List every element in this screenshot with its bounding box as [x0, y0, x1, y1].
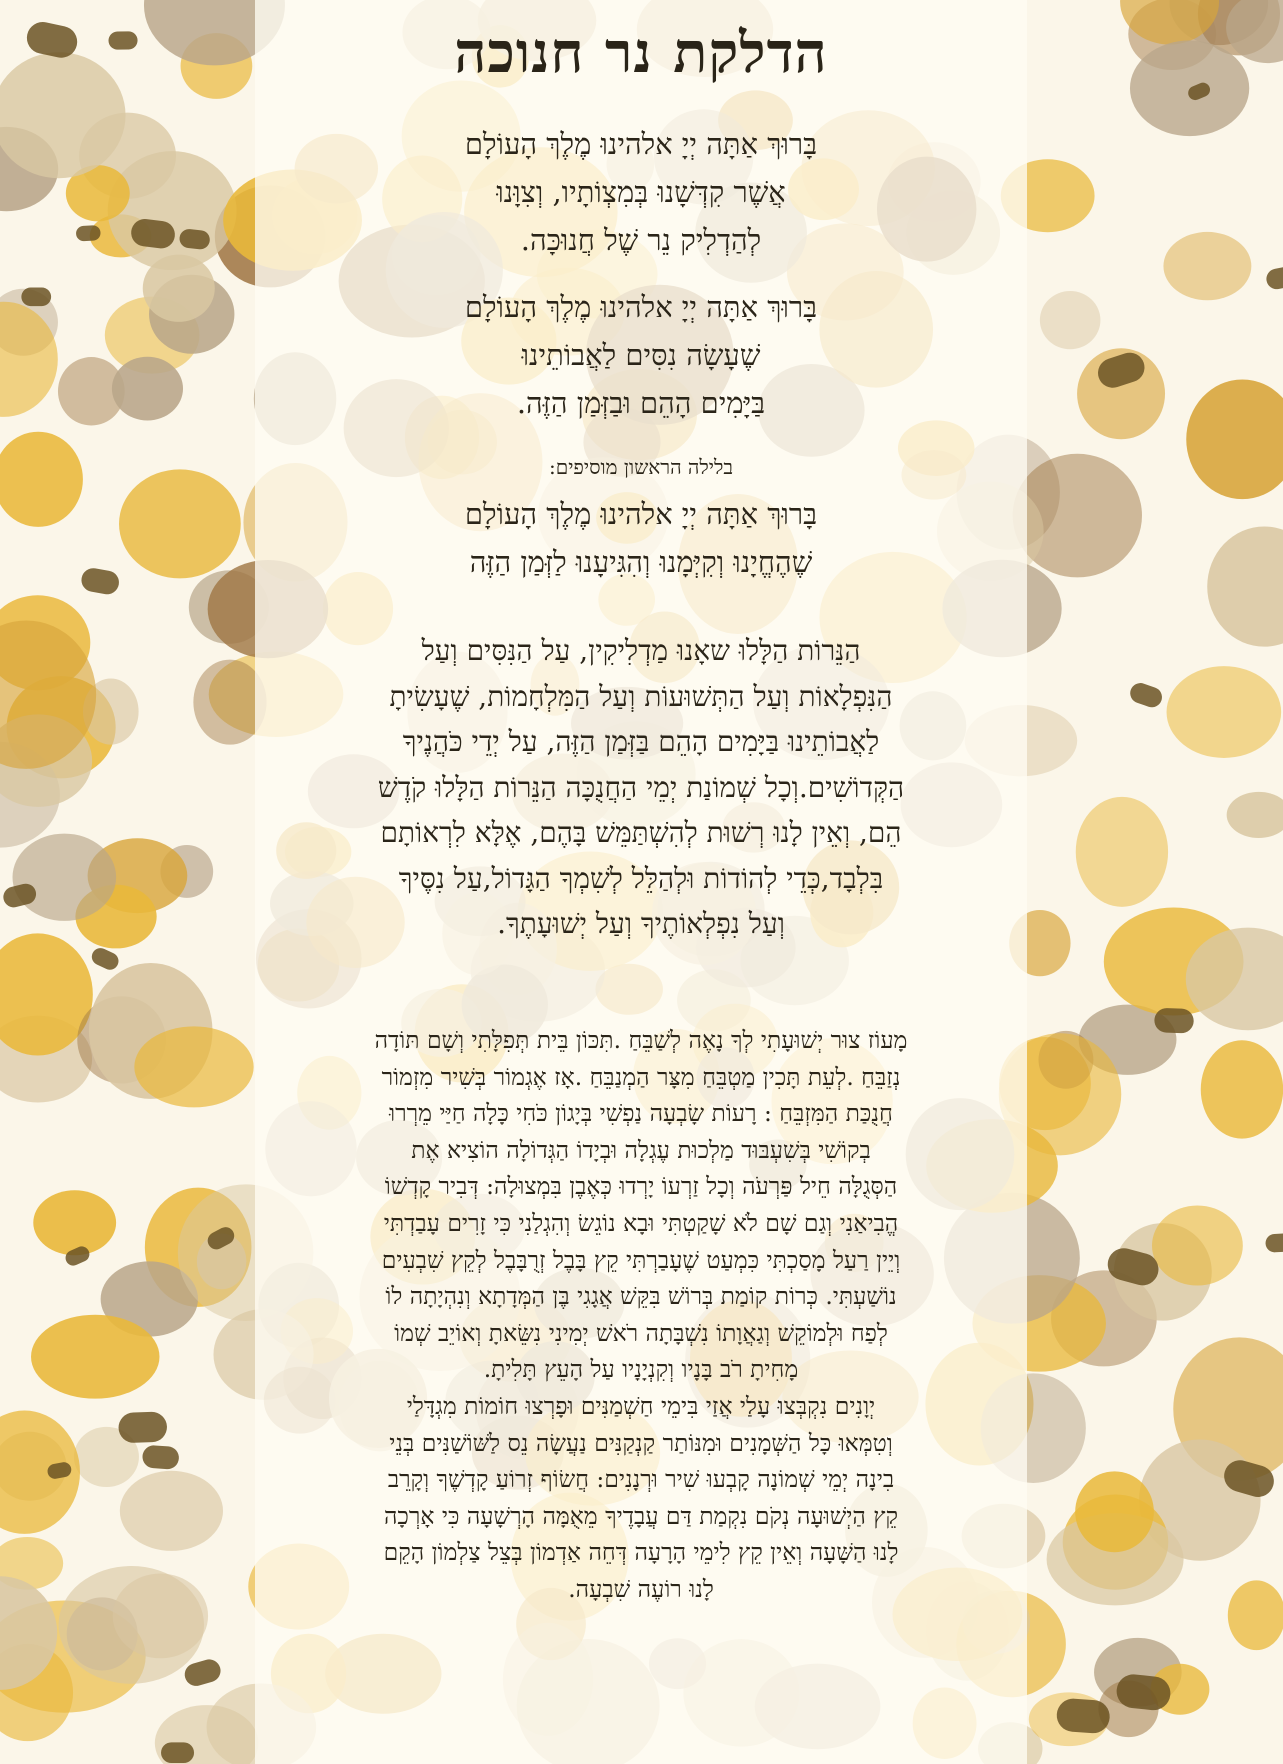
watercolor-blob	[13, 834, 117, 921]
blessing-line: בָּרוּךְ אַתָּה יְיָ אלהינוּ מֶלֶךְ הָעוֹלָם	[464, 290, 818, 324]
watercolor-blob	[1228, 1580, 1283, 1650]
blessing-line: בַּיָּמִים הָהֵם וּבַזְּמַן הַזֶּה.	[516, 386, 766, 420]
watercolor-blob	[119, 469, 241, 578]
blessing-line: שֶׁהֶחֱיָנוּ וְקִיְּמָנוּ וְהִגִּיעָנוּ לַזְּמַן הַזֶּה	[469, 545, 813, 579]
gold-foil-fleck	[1265, 265, 1283, 291]
gold-foil-fleck	[1154, 1008, 1194, 1034]
document-body	[255, 0, 1027, 1764]
gold-foil-fleck	[1127, 680, 1164, 710]
watercolor-blob	[1152, 1205, 1243, 1285]
watercolor-blob	[1040, 291, 1101, 349]
gold-foil-fleck	[1265, 1233, 1283, 1253]
watercolor-blob	[1076, 797, 1168, 907]
watercolor-blob	[108, 151, 237, 270]
shehecheyanu-blessing	[285, 490, 997, 586]
gold-foil-fleck	[80, 566, 121, 596]
candle-lighting-blessing	[285, 120, 997, 264]
watercolor-blob	[1186, 380, 1283, 500]
watercolor-blob	[1167, 666, 1282, 758]
gold-foil-fleck	[21, 288, 51, 307]
blessing-line: שֶׁעָשָׂה נִסִּים לַאֲבוֹתֵינוּ	[521, 338, 761, 372]
page-title: הדלקת נר חנוכה	[454, 20, 828, 86]
watercolor-blob	[1207, 526, 1283, 646]
gold-foil-fleck	[89, 945, 121, 972]
watercolor-blob	[0, 432, 83, 527]
watercolor-blob	[120, 1471, 223, 1551]
gold-foil-fleck	[142, 1445, 180, 1470]
watercolor-blob	[1130, 40, 1249, 136]
blessing-line: אֲשֶׁר קִדְּשָׁנוּ בְּמִצְוֹתָיו, וְצִוָּנוּ	[496, 175, 786, 209]
watercolor-blob	[1163, 232, 1251, 300]
watercolor-blob	[31, 1315, 159, 1399]
watercolor-blob	[143, 255, 215, 322]
first-night-note: בלילה הראשון מוסיפים:	[548, 455, 734, 479]
blessing-line: בָּרוּךְ אַתָּה יְיָ אלהינוּ מֶלֶךְ הָעוֹלָם	[464, 497, 818, 531]
hanerot-halalu-paragraph: הַנֵּרוֹת הַלָּלוּ שאָנוּ מַדְלִיקִין, עַל הַנִּסִּים וְעַל הַנִּפְלָאוֹת וְעַל הַתְּשׁוּעוֹת וְעַל הַמִּלְחָמוֹת, שֶׁעָשִׂיתָ לַאֲבוֹתֵינוּ בַּיָּמִים הָהֵם בַּזְּמַן הַזֶּה, עַל יְדֵי כֹּהֲנֶיךָ הַקְּדוֹשִׁים.וְכָל שְׁמוֹנַת יְמֵי הַחֲנֻכָּה הַנֵּרוֹת הַלָּלוּ קֹדֶשׁ הֵם, וְאֵין לָנוּ רְשׁוּת לְהִשְׁתַּמֵּשׁ בָּהֶם, אֶלָּא לִרְאוֹתָם בִּלְבָד,כְּדֵי לְהוֹדוֹת וּלְהַלֵּל לְשִׁמְךָ הַגָּדוֹל,עַל נִסֶּיךָ וְעַל נִפְלְאוֹתֶיךָ וְעַל יְשׁוּעָתֶךָ.	[377, 634, 905, 940]
maoz-tzur-hymn: מָעוֹז צוּר יְשׁוּעָתִי לְךָ נָאֶה לְשַׁבֵּחַ .תִּכּוֹן בֵּית תְּפִלָּתִי וְשָׁם תּוֹדָה נְזַבֵּחַ .לְעֵת תָּכִין מַטְבֵּחַ מִצָּר הַמְנַבֵּחַ .אָז אֶגְמוֹר בְּשִׁיר מִזְמוֹר חֲנֻכַּת הַמִּזְבֵּחַ : רָעוֹת שָׂבְעָה נַפְשִׁי בְּיָגוֹן כֹּחִי כָּלָה חַיַּי מֵרְרוּ בְקוֹשִׁי בְּשִׁעְבּוּד מַלְכוּת עֶגְלָה וּבְיָדוֹ הַגְּדוֹלָה הוֹצִיא אֶת הַסְּגֻלָּה חֵיל פַּרְעֹה וְכָל זַרְעוֹ יָרְדוּ כְּאֶבֶן בִּמְצוּלָה: דְּבִיר קָדְשׁוֹ הֱבִיאַנִי וְגַם שָׁם לֹא שָׁקַטְתִּי וּבָא נוֹגֵשׂ וְהִגְלַנִי כִּי זָרִים עָבַדְתִּי וְיֵין רַעַל מָסַכְתִּי כִּמְעַט שֶׁעָבַרְתִּי קֵץ בָּבֶל זְרֻבָּבֶל לְקֵץ שִׁבְעִים נוֹשַׁעְתִּי. כְּרוֹת קוֹמַת בְּרוֹשׁ בִּקֵּשׁ אֲגָגִי בֶּן הַמְּדָתָא וְנִהְיָתָה לוֹ לְפַח וּלְמוֹקֵשׁ וְגַאֲוָתוֹ נִשְׁבָּתָה רֹאשׁ יְמִינִי נִשֵּׂאתָ וְאוֹיֵב שְׁמוֹ מָחִיתָ רֹב בָּנָיו וְקִנְיָנָיו עַל הָעֵץ תָּלִיתָ. יְוָנִים נִקְבְּצוּ עָלַי אֲזַי בִּימֵי חַשְׁמַנִּים וּפָרְצוּ חוֹמוֹת מִגְדָּלַי וְטִמְּאוּ כָּל הַשְּׁמָנִים וּמִנּוֹתַר קַנְקַנִּים נַעֲשָׂה נֵס לַשּׁוֹשַׁנִּים בְּנֵי בִינָה יְמֵי שְׁמוֹנָה קָבְעוּ שִׁיר וּרְנָנִים: חֲשׂוֹף זְרוֹעַ קָדְשֶׁךָ וְקָרֵב קֵץ הַיְשׁוּעָה נְקֹם נִקְמַת דַּם עֲבָדֶיךָ מֵאֻמָּה הָרְשָׁעָה כִּי אָרְכָה לָנוּ הַשָּׁעָה וְאֵין קֵץ לִימֵי הָרָעָה דְּחֵה אַדְמוֹן בְּצֵל צַלְמוֹן הָקֵם לָנוּ רוֹעֶה שִׁבְעָה.	[374, 1026, 908, 1603]
watercolor-blob	[112, 357, 183, 421]
watercolor-blob	[1201, 1040, 1283, 1138]
watercolor-blob	[1227, 792, 1283, 838]
blessing-line: בָּרוּךְ אַתָּה יְיָ אלהינוּ מֶלֶךְ הָעוֹלָם	[464, 127, 818, 161]
gold-foil-fleck	[1056, 1698, 1111, 1735]
gold-foil-fleck	[161, 1742, 194, 1763]
gold-foil-fleck	[76, 225, 101, 242]
watercolor-blob	[33, 1190, 116, 1255]
watercolor-blob	[134, 1026, 253, 1107]
watercolor-blob	[1075, 1471, 1154, 1552]
gold-foil-fleck	[108, 31, 137, 50]
miracles-blessing	[285, 283, 997, 427]
watercolor-blob	[113, 1574, 208, 1659]
gold-foil-fleck	[118, 1411, 167, 1443]
blessing-line: לְהַדְלִיק נֵר שֶׁל חֲנוּכָּה.	[520, 223, 762, 257]
